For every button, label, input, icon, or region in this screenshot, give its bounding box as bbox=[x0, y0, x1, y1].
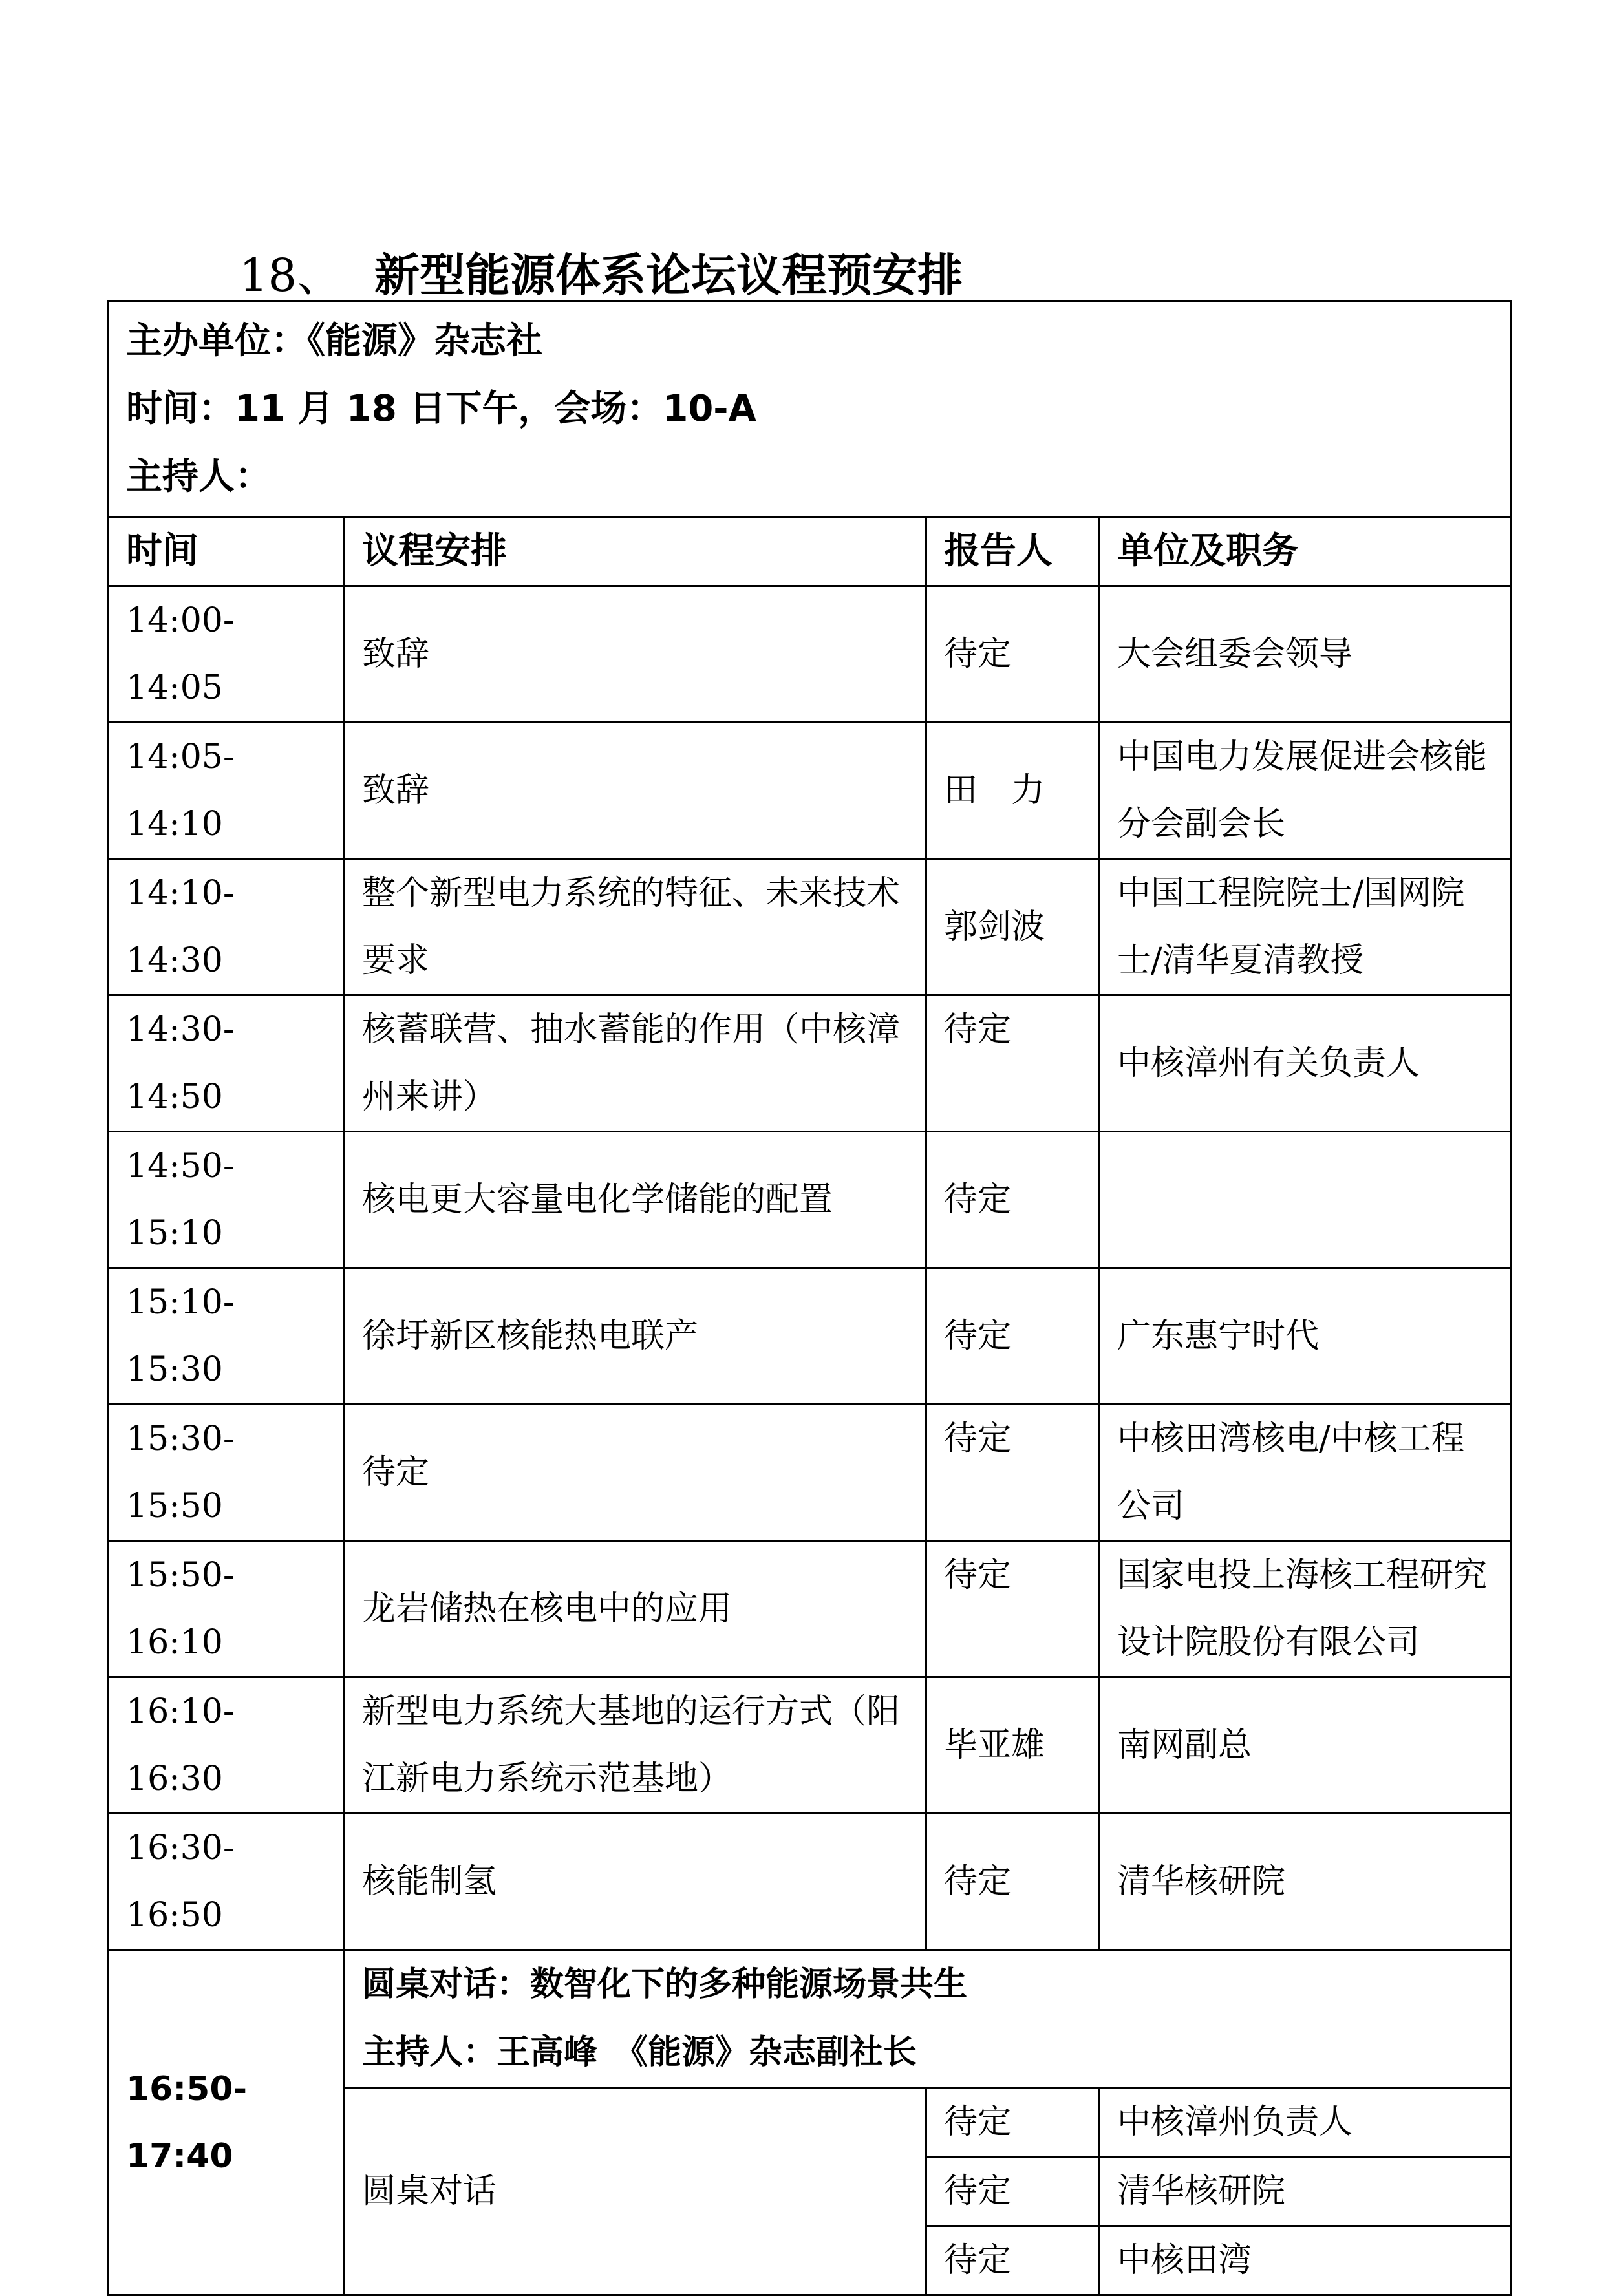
header-speaker: 报告人 bbox=[926, 517, 1100, 586]
title-number: 18、 bbox=[239, 249, 343, 302]
table-row bbox=[109, 859, 1512, 995]
row-agenda: 致辞 bbox=[345, 586, 926, 723]
row-unit: 中核田湾核电/中核工程公司 bbox=[1100, 1405, 1512, 1541]
time-venue-line: 时间：11 月 18 日下午，会场：10-A bbox=[126, 388, 756, 430]
row-agenda: 核能制氢 bbox=[345, 1814, 926, 1950]
header-agenda: 议程安排 bbox=[345, 517, 926, 586]
row-unit: 中核漳州有关负责人 bbox=[1100, 995, 1512, 1132]
row-speaker: 待定 bbox=[926, 995, 1100, 1132]
row-time: 15:50-16:10 bbox=[109, 1541, 345, 1677]
roundtable-title-cell bbox=[345, 1950, 1512, 2088]
row-agenda: 待定 bbox=[345, 1405, 926, 1541]
row-speaker: 待定 bbox=[926, 1132, 1100, 1268]
organizer-line: 主办单位：《能源》杂志社 bbox=[126, 320, 542, 362]
row-time: 14:50-15:10 bbox=[109, 1132, 345, 1268]
roundtable-time: 16:50-17:40 bbox=[109, 1950, 345, 2295]
row-agenda: 徐圩新区核能热电联产 bbox=[345, 1268, 926, 1405]
table-row bbox=[109, 723, 1512, 859]
row-time: 14:00-14:05 bbox=[109, 586, 345, 723]
row-time: 15:10-15:30 bbox=[109, 1268, 345, 1405]
row-unit: 南网副总 bbox=[1100, 1677, 1512, 1814]
row-agenda: 核蓄联营、抽水蓄能的作用（中核漳州来讲） bbox=[345, 995, 926, 1132]
roundtable-agenda: 圆桌对话 bbox=[345, 2088, 926, 2295]
header-time: 时间 bbox=[109, 517, 345, 586]
row-speaker: 待定 bbox=[926, 1268, 1100, 1405]
row-unit bbox=[1100, 1132, 1512, 1268]
row-speaker: 田 力 bbox=[926, 723, 1100, 859]
row-unit: 清华核研院 bbox=[1100, 1814, 1512, 1950]
row-agenda: 新型电力系统大基地的运行方式（阳江新电力系统示范基地） bbox=[345, 1677, 926, 1814]
row-speaker: 待定 bbox=[926, 1814, 1100, 1950]
info-cell bbox=[109, 301, 1512, 517]
row-time: 14:10-14:30 bbox=[109, 859, 345, 995]
row-speaker: 待定 bbox=[926, 2088, 1100, 2157]
title-text: 新型能源体系论坛议程预安排 bbox=[374, 249, 963, 302]
row-unit: 中国工程院院士/国网院士/清华夏清教授 bbox=[1100, 859, 1512, 995]
row-agenda: 整个新型电力系统的特征、未来技术要求 bbox=[345, 859, 926, 995]
row-unit: 国家电投上海核工程研究设计院股份有限公司 bbox=[1100, 1541, 1512, 1677]
row-agenda: 核电更大容量电化学储能的配置 bbox=[345, 1132, 926, 1268]
table-row bbox=[109, 995, 1512, 1132]
row-speaker: 待定 bbox=[926, 586, 1100, 723]
row-time: 14:05-14:10 bbox=[109, 723, 345, 859]
agenda-table bbox=[107, 300, 1512, 2296]
row-unit: 大会组委会领导 bbox=[1100, 586, 1512, 723]
row-speaker: 待定 bbox=[926, 1541, 1100, 1677]
row-speaker: 待定 bbox=[926, 1405, 1100, 1541]
table-row bbox=[109, 1541, 1512, 1677]
table-row bbox=[109, 1677, 1512, 1814]
info-row bbox=[109, 301, 1512, 517]
header-unit: 单位及职务 bbox=[1100, 517, 1512, 586]
row-time: 14:30-14:50 bbox=[109, 995, 345, 1132]
roundtable-title: 圆桌对话：数智化下的多种能源场景共生 bbox=[362, 1965, 968, 2004]
row-speaker: 待定 bbox=[926, 2157, 1100, 2226]
table-row bbox=[109, 586, 1512, 723]
table-row bbox=[109, 1268, 1512, 1405]
row-unit: 中核田湾 bbox=[1100, 2226, 1512, 2295]
host-line: 主持人： bbox=[126, 456, 271, 498]
row-speaker: 郭剑波 bbox=[926, 859, 1100, 995]
table-row bbox=[109, 1405, 1512, 1541]
row-time: 16:30-16:50 bbox=[109, 1814, 345, 1950]
row-speaker: 毕亚雄 bbox=[926, 1677, 1100, 1814]
row-time: 16:10-16:30 bbox=[109, 1677, 345, 1814]
table-row bbox=[109, 1814, 1512, 1950]
row-agenda: 龙岩储热在核电中的应用 bbox=[345, 1541, 926, 1677]
row-unit: 中国电力发展促进会核能分会副会长 bbox=[1100, 723, 1512, 859]
roundtable-host: 主持人：王高峰 《能源》杂志副社长 bbox=[362, 2033, 917, 2072]
row-unit: 中核漳州负责人 bbox=[1100, 2088, 1512, 2157]
page-title bbox=[239, 239, 963, 304]
row-speaker: 待定 bbox=[926, 2226, 1100, 2295]
row-agenda: 致辞 bbox=[345, 723, 926, 859]
row-time: 15:30-15:50 bbox=[109, 1405, 345, 1541]
row-unit: 广东惠宁时代 bbox=[1100, 1268, 1512, 1405]
table-row bbox=[109, 1132, 1512, 1268]
header-row bbox=[109, 517, 1512, 586]
row-unit: 清华核研院 bbox=[1100, 2157, 1512, 2226]
roundtable-header-row bbox=[109, 1950, 1512, 2088]
